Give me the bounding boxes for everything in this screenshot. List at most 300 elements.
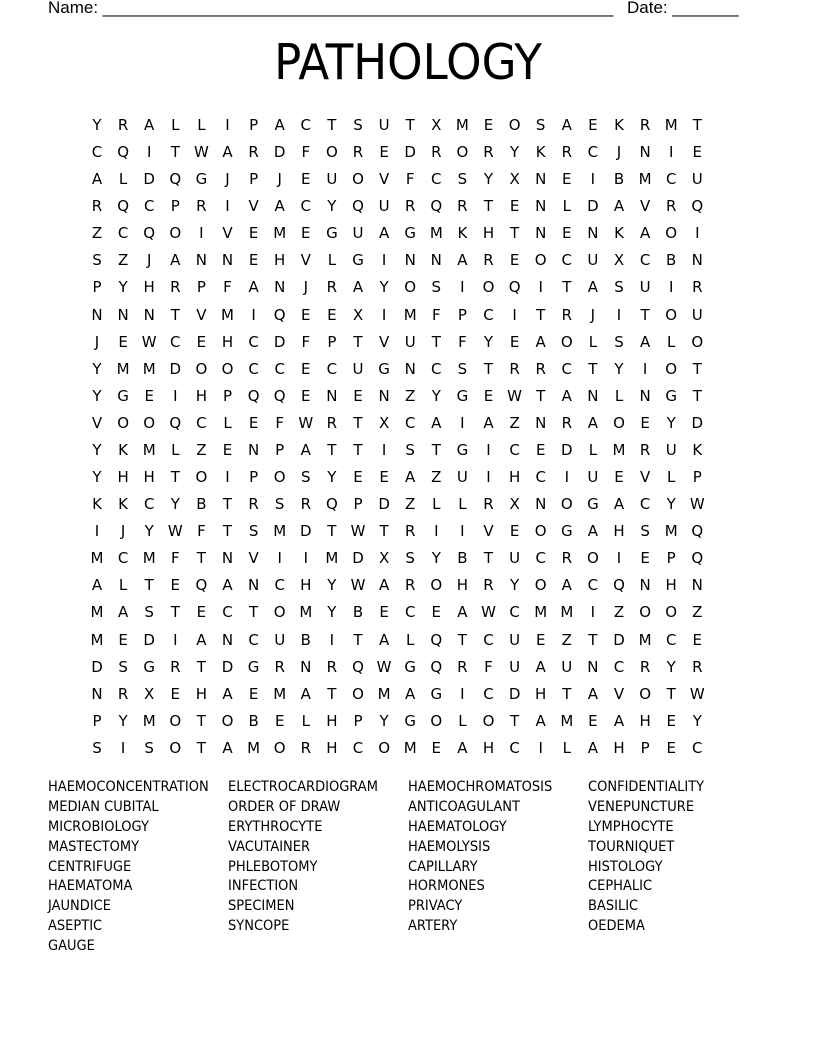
grid-letter[interactable]: C — [509, 603, 520, 622]
grid-letter[interactable]: B — [248, 711, 259, 730]
grid-letter[interactable]: U — [639, 278, 651, 297]
grid-letter[interactable]: M — [221, 305, 234, 324]
grid-letter[interactable]: Q — [430, 630, 443, 649]
grid-letter[interactable]: Y — [92, 359, 102, 378]
grid-letter[interactable]: C — [509, 440, 520, 459]
grid-letter[interactable]: T — [170, 143, 180, 162]
grid-letter[interactable]: O — [143, 413, 156, 432]
grid-letter[interactable]: A — [222, 143, 233, 162]
grid-letter[interactable]: O — [430, 711, 443, 730]
grid-letter[interactable]: A — [639, 332, 651, 351]
grid-letter[interactable]: J — [120, 522, 126, 541]
grid-letter[interactable]: E — [248, 684, 259, 703]
grid-letter[interactable]: Y — [483, 170, 494, 189]
grid-letter[interactable]: Y — [379, 278, 389, 297]
grid-letter[interactable]: R — [326, 278, 338, 297]
grid-letter[interactable]: U — [326, 170, 338, 189]
grid-letter[interactable]: T — [692, 359, 702, 378]
grid-letter[interactable]: T — [170, 603, 180, 622]
grid-letter[interactable]: Y — [510, 576, 520, 595]
grid-letter[interactable]: A — [222, 576, 233, 595]
grid-letter[interactable]: E — [222, 440, 233, 459]
grid-letter[interactable]: M — [273, 684, 287, 703]
grid-letter[interactable]: T — [640, 305, 650, 324]
grid-letter[interactable]: T — [353, 440, 363, 459]
grid-letter[interactable]: N — [587, 224, 599, 243]
grid-letter[interactable]: X — [378, 549, 390, 568]
grid-letter[interactable]: Q — [247, 386, 260, 405]
grid-letter[interactable]: E — [248, 224, 259, 243]
grid-letter[interactable]: Y — [92, 386, 102, 405]
grid-letter[interactable]: P — [353, 495, 363, 514]
grid-letter[interactable]: E — [509, 522, 520, 541]
grid-letter[interactable]: Q — [273, 386, 286, 405]
grid-letter[interactable]: D — [378, 495, 390, 514]
grid-letter[interactable]: P — [249, 170, 259, 189]
grid-letter[interactable]: O — [456, 143, 469, 162]
grid-letter[interactable]: H — [535, 684, 547, 703]
grid-letter[interactable]: U — [509, 657, 521, 676]
grid-letter[interactable]: X — [509, 170, 520, 189]
grid-letter[interactable]: O — [508, 116, 521, 134]
grid-letter[interactable]: O — [325, 143, 338, 162]
grid-letter[interactable]: B — [666, 251, 677, 270]
grid-letter[interactable]: R — [483, 251, 494, 270]
grid-letter[interactable]: K — [614, 116, 624, 134]
grid-letter[interactable]: K — [118, 495, 129, 514]
grid-letter[interactable]: I — [538, 278, 543, 297]
grid-letter[interactable]: S — [92, 738, 102, 757]
grid-letter[interactable]: N — [221, 549, 234, 568]
grid-letter[interactable]: W — [350, 522, 366, 541]
grid-letter[interactable]: C — [561, 359, 573, 378]
grid-letter[interactable]: C — [431, 359, 442, 378]
grid-letter[interactable]: P — [275, 440, 285, 459]
grid-letter[interactable]: W — [376, 657, 392, 676]
grid-letter[interactable]: I — [173, 386, 178, 405]
grid-letter[interactable]: R — [170, 657, 181, 676]
grid-letter[interactable]: P — [222, 386, 233, 405]
grid-letter[interactable]: R — [639, 657, 651, 676]
grid-letter[interactable]: M — [638, 630, 652, 649]
grid-letter[interactable]: C — [665, 170, 677, 189]
grid-letter[interactable]: J — [590, 305, 596, 324]
grid-letter[interactable]: W — [193, 143, 209, 162]
grid-letter[interactable]: U — [456, 468, 468, 487]
grid-letter[interactable]: E — [614, 468, 624, 487]
grid-letter[interactable]: K — [92, 495, 102, 514]
grid-letter[interactable]: I — [146, 143, 152, 162]
grid-letter[interactable]: E — [248, 413, 259, 432]
grid-letter[interactable]: I — [173, 630, 178, 649]
grid-letter[interactable]: A — [431, 413, 442, 432]
grid-letter[interactable]: K — [535, 143, 546, 162]
grid-letter[interactable]: F — [484, 657, 493, 676]
grid-letter[interactable]: H — [326, 711, 338, 730]
grid-letter[interactable]: L — [406, 630, 415, 649]
grid-letter[interactable]: O — [482, 278, 495, 297]
grid-letter[interactable]: S — [144, 603, 154, 622]
grid-letter[interactable]: Q — [613, 576, 625, 595]
grid-letter[interactable]: N — [430, 251, 442, 270]
grid-letter[interactable]: L — [301, 711, 310, 730]
grid-letter[interactable]: C — [248, 359, 259, 378]
grid-letter[interactable]: G — [404, 657, 416, 676]
grid-letter[interactable]: S — [431, 278, 442, 297]
grid-letter[interactable]: E — [301, 386, 311, 405]
grid-letter[interactable]: G — [665, 386, 677, 405]
grid-letter[interactable]: A — [352, 278, 364, 297]
grid-letter[interactable]: C — [431, 170, 442, 189]
grid-letter[interactable]: F — [458, 332, 467, 351]
grid-letter[interactable]: U — [378, 116, 390, 134]
grid-letter[interactable]: A — [196, 630, 207, 649]
grid-letter[interactable]: P — [249, 468, 259, 487]
grid-letter[interactable]: R — [326, 413, 338, 432]
grid-letter[interactable]: N — [195, 251, 207, 270]
grid-letter[interactable]: A — [300, 440, 311, 459]
grid-letter[interactable]: C — [692, 738, 703, 757]
grid-letter[interactable]: X — [431, 116, 442, 134]
grid-letter[interactable]: I — [225, 468, 230, 487]
grid-letter[interactable]: G — [404, 224, 416, 243]
grid-letter[interactable]: E — [692, 630, 703, 649]
grid-letter[interactable]: O — [195, 359, 208, 378]
grid-letter[interactable]: R — [404, 197, 416, 216]
grid-letter[interactable]: W — [141, 332, 157, 351]
grid-letter[interactable]: T — [327, 116, 337, 134]
grid-letter[interactable]: E — [562, 170, 572, 189]
grid-letter[interactable]: X — [509, 495, 520, 514]
grid-letter[interactable]: Z — [91, 224, 103, 243]
grid-letter[interactable]: N — [691, 251, 703, 270]
grid-letter[interactable]: U — [378, 197, 390, 216]
grid-letter[interactable]: T — [562, 278, 572, 297]
grid-letter[interactable]: Y — [431, 549, 441, 568]
grid-letter[interactable]: E — [692, 143, 703, 162]
grid-letter[interactable]: C — [639, 495, 651, 514]
grid-letter[interactable]: D — [587, 197, 599, 216]
grid-letter[interactable]: L — [432, 495, 441, 514]
grid-letter[interactable]: E — [509, 332, 520, 351]
grid-letter[interactable]: Q — [169, 413, 182, 432]
grid-letter[interactable]: L — [197, 116, 206, 134]
grid-letter[interactable]: E — [666, 738, 676, 757]
grid-letter[interactable]: Y — [431, 386, 441, 405]
grid-letter[interactable]: Q — [508, 278, 521, 297]
grid-letter[interactable]: T — [327, 440, 337, 459]
grid-letter[interactable]: C — [404, 603, 416, 622]
grid-letter[interactable]: G — [456, 440, 469, 459]
grid-letter[interactable]: T — [249, 603, 259, 622]
grid-letter[interactable]: E — [431, 603, 442, 622]
grid-letter[interactable]: O — [482, 711, 495, 730]
grid-letter[interactable]: Z — [613, 603, 625, 622]
grid-letter[interactable]: V — [378, 332, 390, 351]
grid-letter[interactable]: O — [665, 224, 678, 243]
grid-letter[interactable]: R — [561, 413, 573, 432]
grid-letter[interactable]: S — [640, 522, 650, 541]
grid-letter[interactable]: V — [248, 197, 259, 216]
grid-letter[interactable]: I — [460, 278, 465, 297]
grid-letter[interactable]: L — [667, 468, 676, 487]
grid-letter[interactable]: U — [352, 359, 364, 378]
grid-letter[interactable]: S — [144, 738, 154, 757]
grid-letter[interactable]: J — [303, 278, 309, 297]
grid-letter[interactable]: I — [512, 305, 517, 324]
grid-letter[interactable]: A — [535, 332, 546, 351]
grid-letter[interactable]: U — [587, 468, 599, 487]
grid-letter[interactable]: A — [405, 684, 416, 703]
grid-letter[interactable]: G — [378, 359, 390, 378]
grid-letter[interactable]: N — [143, 305, 155, 324]
grid-letter[interactable]: T — [588, 359, 598, 378]
grid-letter[interactable]: Q — [430, 657, 443, 676]
grid-letter[interactable]: P — [353, 711, 363, 730]
grid-letter[interactable]: E — [640, 413, 650, 432]
grid-letter[interactable]: B — [196, 495, 207, 514]
grid-letter[interactable]: U — [352, 224, 364, 243]
grid-letter[interactable]: A — [457, 603, 468, 622]
grid-letter[interactable]: J — [277, 170, 282, 189]
grid-letter[interactable]: O — [169, 711, 182, 730]
grid-letter[interactable]: C — [483, 630, 494, 649]
grid-letter[interactable]: Y — [666, 657, 676, 676]
grid-letter[interactable]: M — [429, 224, 443, 243]
grid-letter[interactable]: Y — [327, 197, 337, 216]
grid-letter[interactable]: S — [457, 359, 468, 378]
grid-letter[interactable]: B — [352, 603, 364, 622]
grid-letter[interactable]: R — [404, 576, 416, 595]
grid-letter[interactable]: X — [378, 413, 390, 432]
grid-letter[interactable]: Q — [273, 305, 286, 324]
grid-letter[interactable]: A — [613, 495, 625, 514]
grid-letter[interactable]: R — [639, 440, 651, 459]
grid-letter[interactable]: O — [221, 359, 234, 378]
grid-letter[interactable]: N — [535, 495, 547, 514]
grid-letter[interactable]: O — [560, 495, 573, 514]
grid-letter[interactable]: H — [195, 386, 208, 405]
grid-letter[interactable]: O — [639, 603, 651, 622]
grid-letter[interactable]: R — [404, 522, 416, 541]
grid-letter[interactable]: I — [590, 170, 596, 189]
grid-letter[interactable]: E — [483, 116, 494, 134]
grid-letter[interactable]: E — [379, 603, 389, 622]
grid-letter[interactable]: D — [404, 143, 416, 162]
grid-letter[interactable]: G — [587, 495, 599, 514]
grid-letter[interactable]: Y — [614, 359, 624, 378]
grid-letter[interactable]: H — [274, 251, 286, 270]
grid-letter[interactable]: Q — [430, 197, 443, 216]
grid-letter[interactable]: U — [274, 630, 286, 649]
grid-letter[interactable]: S — [405, 440, 415, 459]
grid-letter[interactable]: M — [142, 440, 156, 459]
grid-letter[interactable]: A — [248, 278, 259, 297]
grid-letter[interactable]: E — [483, 386, 494, 405]
grid-letter[interactable]: O — [352, 684, 364, 703]
grid-letter[interactable]: X — [613, 251, 625, 270]
grid-letter[interactable]: Z — [117, 251, 129, 270]
grid-letter[interactable]: C — [326, 359, 338, 378]
grid-letter[interactable]: P — [196, 278, 206, 297]
grid-letter[interactable]: M — [403, 305, 417, 324]
grid-letter[interactable]: I — [460, 522, 465, 541]
grid-letter[interactable]: D — [169, 359, 182, 378]
grid-letter[interactable]: L — [223, 413, 232, 432]
grid-letter[interactable]: H — [300, 576, 312, 595]
grid-letter[interactable]: D — [221, 657, 234, 676]
grid-letter[interactable]: C — [143, 495, 155, 514]
grid-letter[interactable]: Z — [405, 386, 416, 405]
grid-letter[interactable]: B — [457, 549, 468, 568]
grid-letter[interactable]: A — [457, 738, 468, 757]
grid-letter[interactable]: T — [144, 576, 154, 595]
name-field[interactable]: Name: ______________________________________________________ — [48, 0, 614, 17]
grid-letter[interactable]: L — [171, 440, 180, 459]
grid-letter[interactable]: N — [404, 359, 416, 378]
grid-letter[interactable]: H — [195, 684, 208, 703]
grid-letter[interactable]: W — [507, 386, 523, 405]
grid-letter[interactable]: R — [561, 305, 573, 324]
grid-letter[interactable]: N — [535, 224, 547, 243]
grid-letter[interactable]: T — [405, 116, 415, 134]
grid-letter[interactable]: N — [535, 413, 547, 432]
grid-letter[interactable]: U — [509, 549, 521, 568]
grid-letter[interactable]: U — [691, 305, 703, 324]
grid-letter[interactable]: W — [689, 495, 705, 514]
grid-letter[interactable]: E — [379, 468, 389, 487]
grid-letter[interactable]: F — [197, 522, 206, 541]
grid-letter[interactable]: C — [561, 251, 573, 270]
grid-letter[interactable]: A — [91, 576, 103, 595]
grid-letter[interactable]: R — [196, 197, 207, 216]
grid-letter[interactable]: Q — [117, 143, 129, 162]
grid-letter[interactable]: G — [247, 657, 260, 676]
grid-letter[interactable]: A — [535, 711, 546, 730]
grid-letter[interactable]: T — [353, 332, 363, 351]
grid-letter[interactable]: C — [352, 738, 364, 757]
grid-letter[interactable]: M — [403, 738, 417, 757]
grid-letter[interactable]: B — [613, 170, 625, 189]
grid-letter[interactable]: V — [196, 305, 207, 324]
grid-letter[interactable]: I — [303, 549, 309, 568]
grid-letter[interactable]: I — [381, 305, 387, 324]
grid-letter[interactable]: R — [300, 738, 312, 757]
grid-letter[interactable]: T — [692, 116, 702, 134]
grid-letter[interactable]: R — [91, 197, 103, 216]
grid-letter[interactable]: C — [117, 549, 129, 568]
grid-letter[interactable]: N — [639, 386, 651, 405]
grid-letter[interactable]: A — [483, 413, 494, 432]
grid-letter[interactable]: L — [327, 251, 337, 270]
grid-letter[interactable]: L — [588, 440, 598, 459]
grid-letter[interactable]: E — [588, 711, 598, 730]
grid-letter[interactable]: I — [695, 224, 700, 243]
grid-letter[interactable]: I — [616, 549, 622, 568]
grid-letter[interactable]: T — [431, 332, 441, 351]
grid-letter[interactable]: R — [326, 657, 338, 676]
grid-letter[interactable]: I — [460, 413, 465, 432]
grid-letter[interactable]: X — [352, 305, 364, 324]
grid-letter[interactable]: T — [562, 684, 572, 703]
grid-letter[interactable]: T — [170, 305, 180, 324]
grid-letter[interactable]: I — [434, 522, 439, 541]
grid-letter[interactable]: E — [535, 440, 546, 459]
grid-letter[interactable]: V — [300, 251, 311, 270]
grid-letter[interactable]: I — [460, 684, 465, 703]
grid-letter[interactable]: F — [301, 143, 311, 162]
grid-letter[interactable]: I — [251, 305, 256, 324]
grid-letter[interactable]: W — [350, 576, 366, 595]
grid-letter[interactable]: M — [612, 440, 626, 459]
grid-letter[interactable]: M — [377, 684, 391, 703]
grid-letter[interactable]: N — [378, 386, 390, 405]
grid-letter[interactable]: Q — [691, 549, 704, 568]
grid-letter[interactable]: E — [196, 332, 207, 351]
grid-letter[interactable]: C — [587, 576, 599, 595]
grid-letter[interactable]: R — [117, 684, 129, 703]
grid-letter[interactable]: C — [196, 413, 207, 432]
grid-letter[interactable]: S — [248, 522, 259, 541]
grid-letter[interactable]: E — [301, 305, 311, 324]
grid-letter[interactable]: T — [196, 549, 206, 568]
grid-letter[interactable]: D — [273, 143, 286, 162]
grid-letter[interactable]: E — [327, 305, 337, 324]
grid-letter[interactable]: I — [199, 224, 204, 243]
grid-letter[interactable]: S — [535, 116, 546, 134]
grid-letter[interactable]: E — [666, 711, 676, 730]
grid-letter[interactable]: A — [587, 738, 599, 757]
grid-letter[interactable]: M — [638, 170, 652, 189]
grid-letter[interactable]: D — [91, 657, 103, 676]
grid-letter[interactable]: S — [614, 332, 624, 351]
grid-letter[interactable]: W — [298, 413, 314, 432]
grid-letter[interactable]: A — [405, 468, 416, 487]
grid-letter[interactable]: E — [353, 468, 363, 487]
grid-letter[interactable]: T — [457, 630, 467, 649]
grid-letter[interactable]: E — [431, 738, 442, 757]
grid-letter[interactable]: Q — [195, 576, 208, 595]
grid-letter[interactable]: K — [692, 440, 703, 459]
grid-letter[interactable]: O — [273, 603, 286, 622]
grid-letter[interactable]: C — [170, 332, 181, 351]
grid-letter[interactable]: W — [481, 603, 496, 622]
grid-letter[interactable]: C — [222, 603, 233, 622]
grid-letter[interactable]: Z — [692, 603, 703, 622]
grid-letter[interactable]: C — [274, 359, 285, 378]
grid-letter[interactable]: K — [614, 224, 624, 243]
grid-letter[interactable]: R — [300, 495, 312, 514]
grid-letter[interactable]: E — [353, 386, 363, 405]
grid-letter[interactable]: N — [326, 386, 338, 405]
grid-letter[interactable]: C — [639, 251, 651, 270]
grid-letter[interactable]: V — [248, 549, 259, 568]
grid-letter[interactable]: Y — [327, 468, 337, 487]
grid-letter[interactable]: N — [91, 684, 103, 703]
grid-letter[interactable]: A — [561, 576, 572, 595]
grid-letter[interactable]: O — [639, 684, 651, 703]
grid-letter[interactable]: N — [639, 576, 651, 595]
grid-letter[interactable]: H — [482, 738, 495, 757]
grid-letter[interactable]: M — [247, 738, 261, 757]
grid-letter[interactable]: M — [90, 630, 104, 649]
grid-letter[interactable]: O — [665, 305, 678, 324]
grid-letter[interactable]: H — [221, 332, 234, 351]
grid-letter[interactable]: T — [536, 305, 546, 324]
grid-letter[interactable]: H — [665, 576, 677, 595]
grid-letter[interactable]: R — [561, 143, 573, 162]
grid-letter[interactable]: V — [483, 522, 494, 541]
